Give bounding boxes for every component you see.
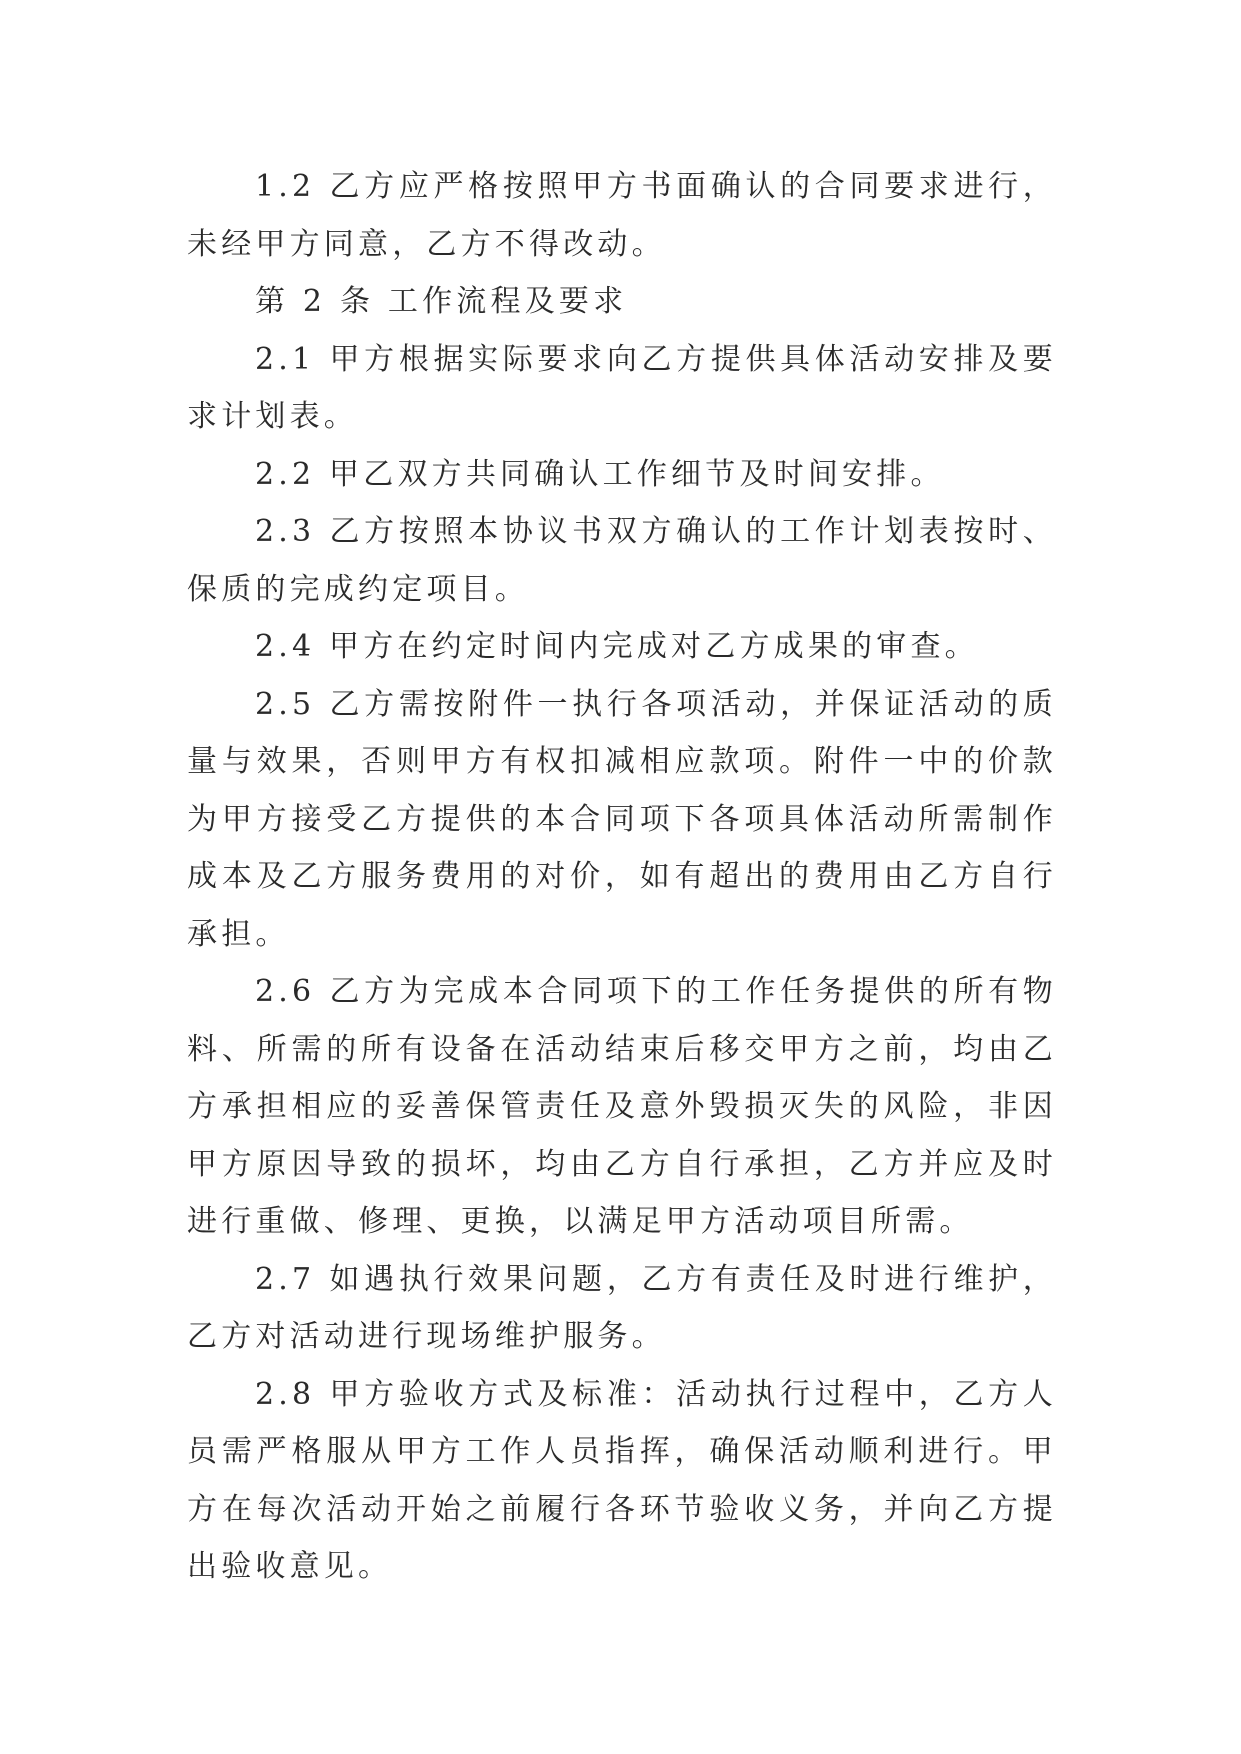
section-heading-article-2: 第 2 条 工作流程及要求	[255, 284, 628, 319]
clause-2-7: 2.7 如遇执行效果问题，乙方有责任及时进行维护，乙方对活动进行现场维护服务。	[187, 1261, 1057, 1354]
clause-2-4: 2.4 甲方在约定时间内完成对乙方成果的审查。	[255, 629, 979, 664]
clause-1-2: 1.2 乙方应严格按照甲方书面确认的合同要求进行，未经甲方同意，乙方不得改动。	[187, 169, 1057, 262]
document-body	[187, 158, 1057, 1596]
clause-2-2: 2.2 甲乙双方共同确认工作细节及时间安排。	[255, 456, 945, 492]
clause-2-1: 2.1 甲方根据实际要求向乙方提供具体活动安排及要求计划表。	[187, 341, 1057, 434]
clause-2-6: 2.6 乙方为完成本合同项下的工作任务提供的所有物料、所需的所有设备在活动结束后移交甲方之前，均由乙方承担相应的妥善保管责任及意外毁损灭失的风险，非因甲方原因导致的损坏，均由乙方自行承担，乙方并应及时进行重做、修理、更换，以满足甲方活动项目所需。	[187, 974, 1057, 1239]
clause-2-5: 2.5 乙方需按附件一执行各项活动，并保证活动的质量与效果，否则甲方有权扣减相应款项。附件一中的价款为甲方接受乙方提供的本合同项下各项具体活动所需制作成本及乙方服务费用的对价，如有超出的费用由乙方自行承担。	[187, 686, 1057, 952]
clause-2-8: 2.8 甲方验收方式及标准：活动执行过程中，乙方人员需严格服从甲方工作人员指挥，确保活动顺利进行。甲方在每次活动开始之前履行各环节验收义务，并向乙方提出验收意见。	[187, 1376, 1057, 1584]
clause-2-3: 2.3 乙方按照本协议书双方确认的工作计划表按时、保质的完成约定项目。	[187, 514, 1057, 607]
